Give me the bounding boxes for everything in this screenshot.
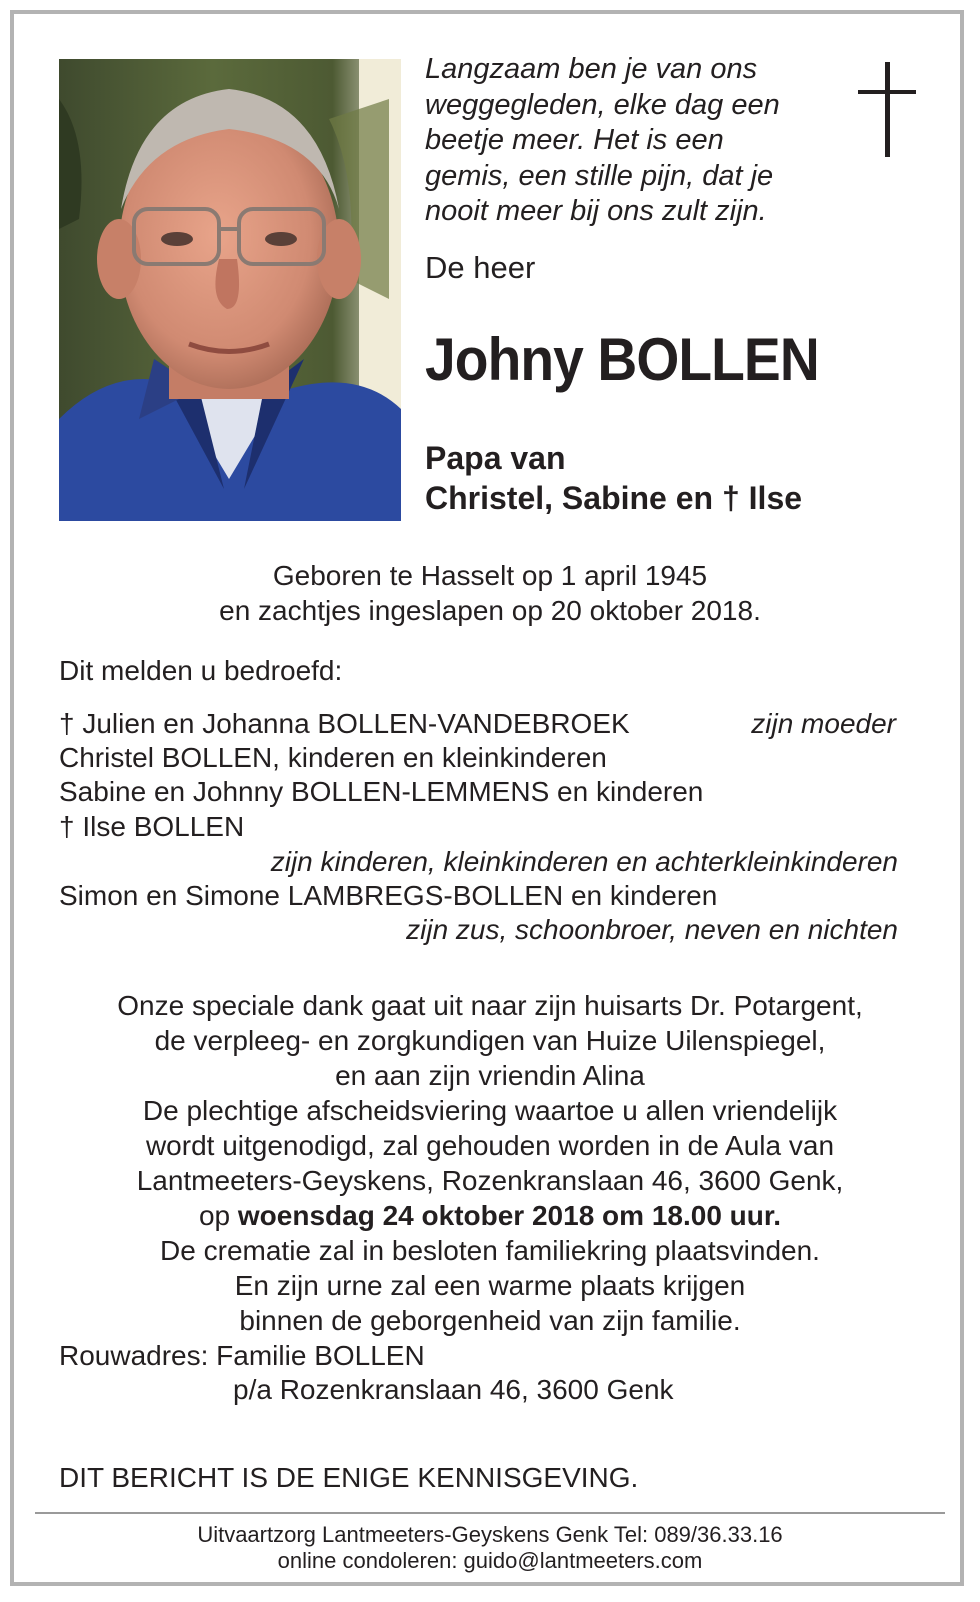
family-line: † Ilse BOLLEN <box>59 811 245 842</box>
text-line: De plechtige afscheidsviering waartoe u allen vriendelijk <box>142 1095 838 1126</box>
intro-text: Dit melden u bedroefd: <box>59 655 343 686</box>
family-role: zijn zus, schoonbroer, neven en nichten <box>406 914 898 945</box>
text-line: Lantmeeters-Geyskens, Rozenkranslaan 46, 3600 Genk, <box>136 1165 844 1196</box>
mourning-address-label: Rouwadres: Familie BOLLEN <box>59 1340 425 1371</box>
cross-icon <box>858 62 918 162</box>
text-line: Onze speciale dank gaat uit naar zijn huisarts Dr. Potargent, <box>117 990 863 1021</box>
birth-line: Geboren te Hasselt op 1 april 1945 <box>272 560 708 591</box>
text-line: en aan zijn vriendin Alina <box>335 1060 645 1091</box>
funeral-home-line: Uitvaartzorg Lantmeeters-Geyskens Genk Tel: 089/36.33.16 <box>197 1522 783 1547</box>
text-line: wordt uitgenodigd, zal gehouden worden in de Aula van <box>145 1130 835 1161</box>
relation-line: Papa van <box>425 440 566 476</box>
relation-block <box>425 438 802 518</box>
portrait-photo <box>59 59 401 521</box>
family-line: Christel BOLLEN, kinderen en kleinkinderen <box>59 742 607 773</box>
divider <box>35 1512 945 1514</box>
mourning-address: p/a Rozenkranslaan 46, 3600 Genk <box>233 1374 674 1405</box>
family-role: zijn moeder <box>751 708 896 739</box>
family-line: † Julien en Johanna BOLLEN-VANDEBROEK <box>59 708 630 739</box>
relation-line: Christel, Sabine en † Ilse <box>425 480 803 516</box>
deceased-name: Johny BOLLEN <box>425 326 819 393</box>
verse-line: nooit meer bij ons zult zijn. <box>425 195 767 227</box>
family-role: zijn kinderen, kleinkinderen en achterkleinkinderen <box>270 846 898 877</box>
family-line: Simon en Simone LAMBREGS-BOLLEN en kinderen <box>59 880 718 911</box>
honorific: De heer <box>425 250 536 285</box>
footer <box>0 1522 980 1574</box>
ceremony-date: woensdag 24 oktober 2018 om 18.00 uur. <box>237 1200 782 1231</box>
text-line: De crematie zal in besloten familiekring plaatsvinden. <box>160 1235 820 1266</box>
verse-line: beetje meer. Het is een <box>425 124 724 156</box>
text-line: binnen de geborgenheid van zijn familie. <box>239 1305 741 1336</box>
notice-statement: DIT BERICHT IS DE ENIGE KENNISGEVING. <box>59 1462 639 1493</box>
verse-line: weggegleden, elke dag een <box>425 88 780 121</box>
verse-line: Langzaam ben je van ons <box>425 53 758 85</box>
memorial-verse <box>425 52 815 230</box>
ceremony-date-line <box>0 1198 980 1233</box>
verse-line: gemis, een stille pijn, dat je <box>425 159 774 192</box>
thanks-and-ceremony <box>0 988 980 1338</box>
birth-info <box>0 558 980 628</box>
text-line: de verpleeg- en zorgkundigen van Huize Uilenspiegel, <box>154 1025 826 1056</box>
text-line: En zijn urne zal een warme plaats krijgen <box>234 1270 746 1301</box>
death-line: en zachtjes ingeslapen op 20 oktober 2018. <box>219 595 761 626</box>
text-prefix: op <box>198 1200 231 1231</box>
condolence-line: online condoleren: guido@lantmeeters.com <box>277 1548 703 1573</box>
family-line: Sabine en Johnny BOLLEN-LEMMENS en kinderen <box>59 776 704 807</box>
